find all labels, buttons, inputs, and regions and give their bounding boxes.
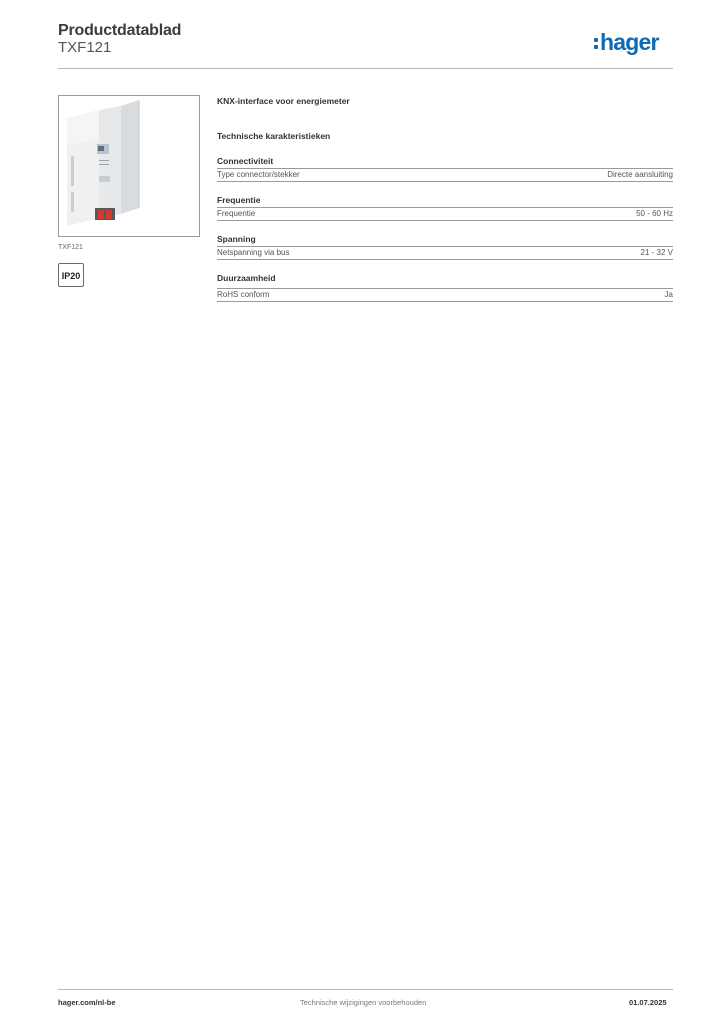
spec-label: RoHS conform	[217, 290, 270, 299]
spec-section-spanning	[217, 234, 673, 260]
document-title: Productdatablad	[58, 22, 182, 39]
spec-section-heading: Connectiviteit	[217, 156, 673, 169]
specs-subtitle: Technische karakteristieken	[217, 131, 331, 141]
product-code: TXF121	[58, 39, 112, 56]
hager-logo[interactable]	[594, 29, 659, 55]
logo-text: hager	[600, 29, 659, 55]
footer-divider	[58, 989, 673, 990]
spec-row	[217, 169, 673, 182]
header-divider	[58, 68, 673, 69]
footer-date: 01.07.2025	[629, 998, 667, 1007]
footer-notice: Technische wijzigingen voorbehouden	[300, 998, 427, 1007]
spec-section-connectiviteit	[217, 156, 673, 182]
spec-section-frequentie	[217, 195, 673, 221]
product-description: KNX-interface voor energiemeter	[217, 96, 350, 106]
ip-rating-badge: IP20	[58, 263, 84, 287]
spec-section-heading: Frequentie	[217, 195, 673, 208]
spec-row	[217, 247, 673, 260]
spec-row	[217, 289, 673, 302]
logo-dots-icon	[594, 38, 598, 49]
spec-label: Type connector/stekker	[217, 170, 300, 179]
spec-section-duurzaamheid	[217, 273, 673, 302]
spec-value: Ja	[664, 290, 673, 299]
footer-website-link[interactable]: hager.com/nl-be	[58, 998, 116, 1007]
image-caption: TXF121	[58, 244, 83, 251]
spec-section-heading: Spanning	[217, 234, 673, 247]
spec-section-heading: Duurzaamheid	[217, 273, 673, 289]
spec-value: Directe aansluiting	[607, 170, 673, 179]
spec-label: Netspanning via bus	[217, 248, 290, 257]
product-image-frame	[58, 95, 200, 237]
din-rail-module-image	[59, 96, 199, 236]
spec-value: 21 - 32 V	[640, 248, 673, 257]
spec-label: Frequentie	[217, 209, 256, 218]
spec-value: 50 - 60 Hz	[636, 209, 673, 218]
spec-row	[217, 208, 673, 221]
